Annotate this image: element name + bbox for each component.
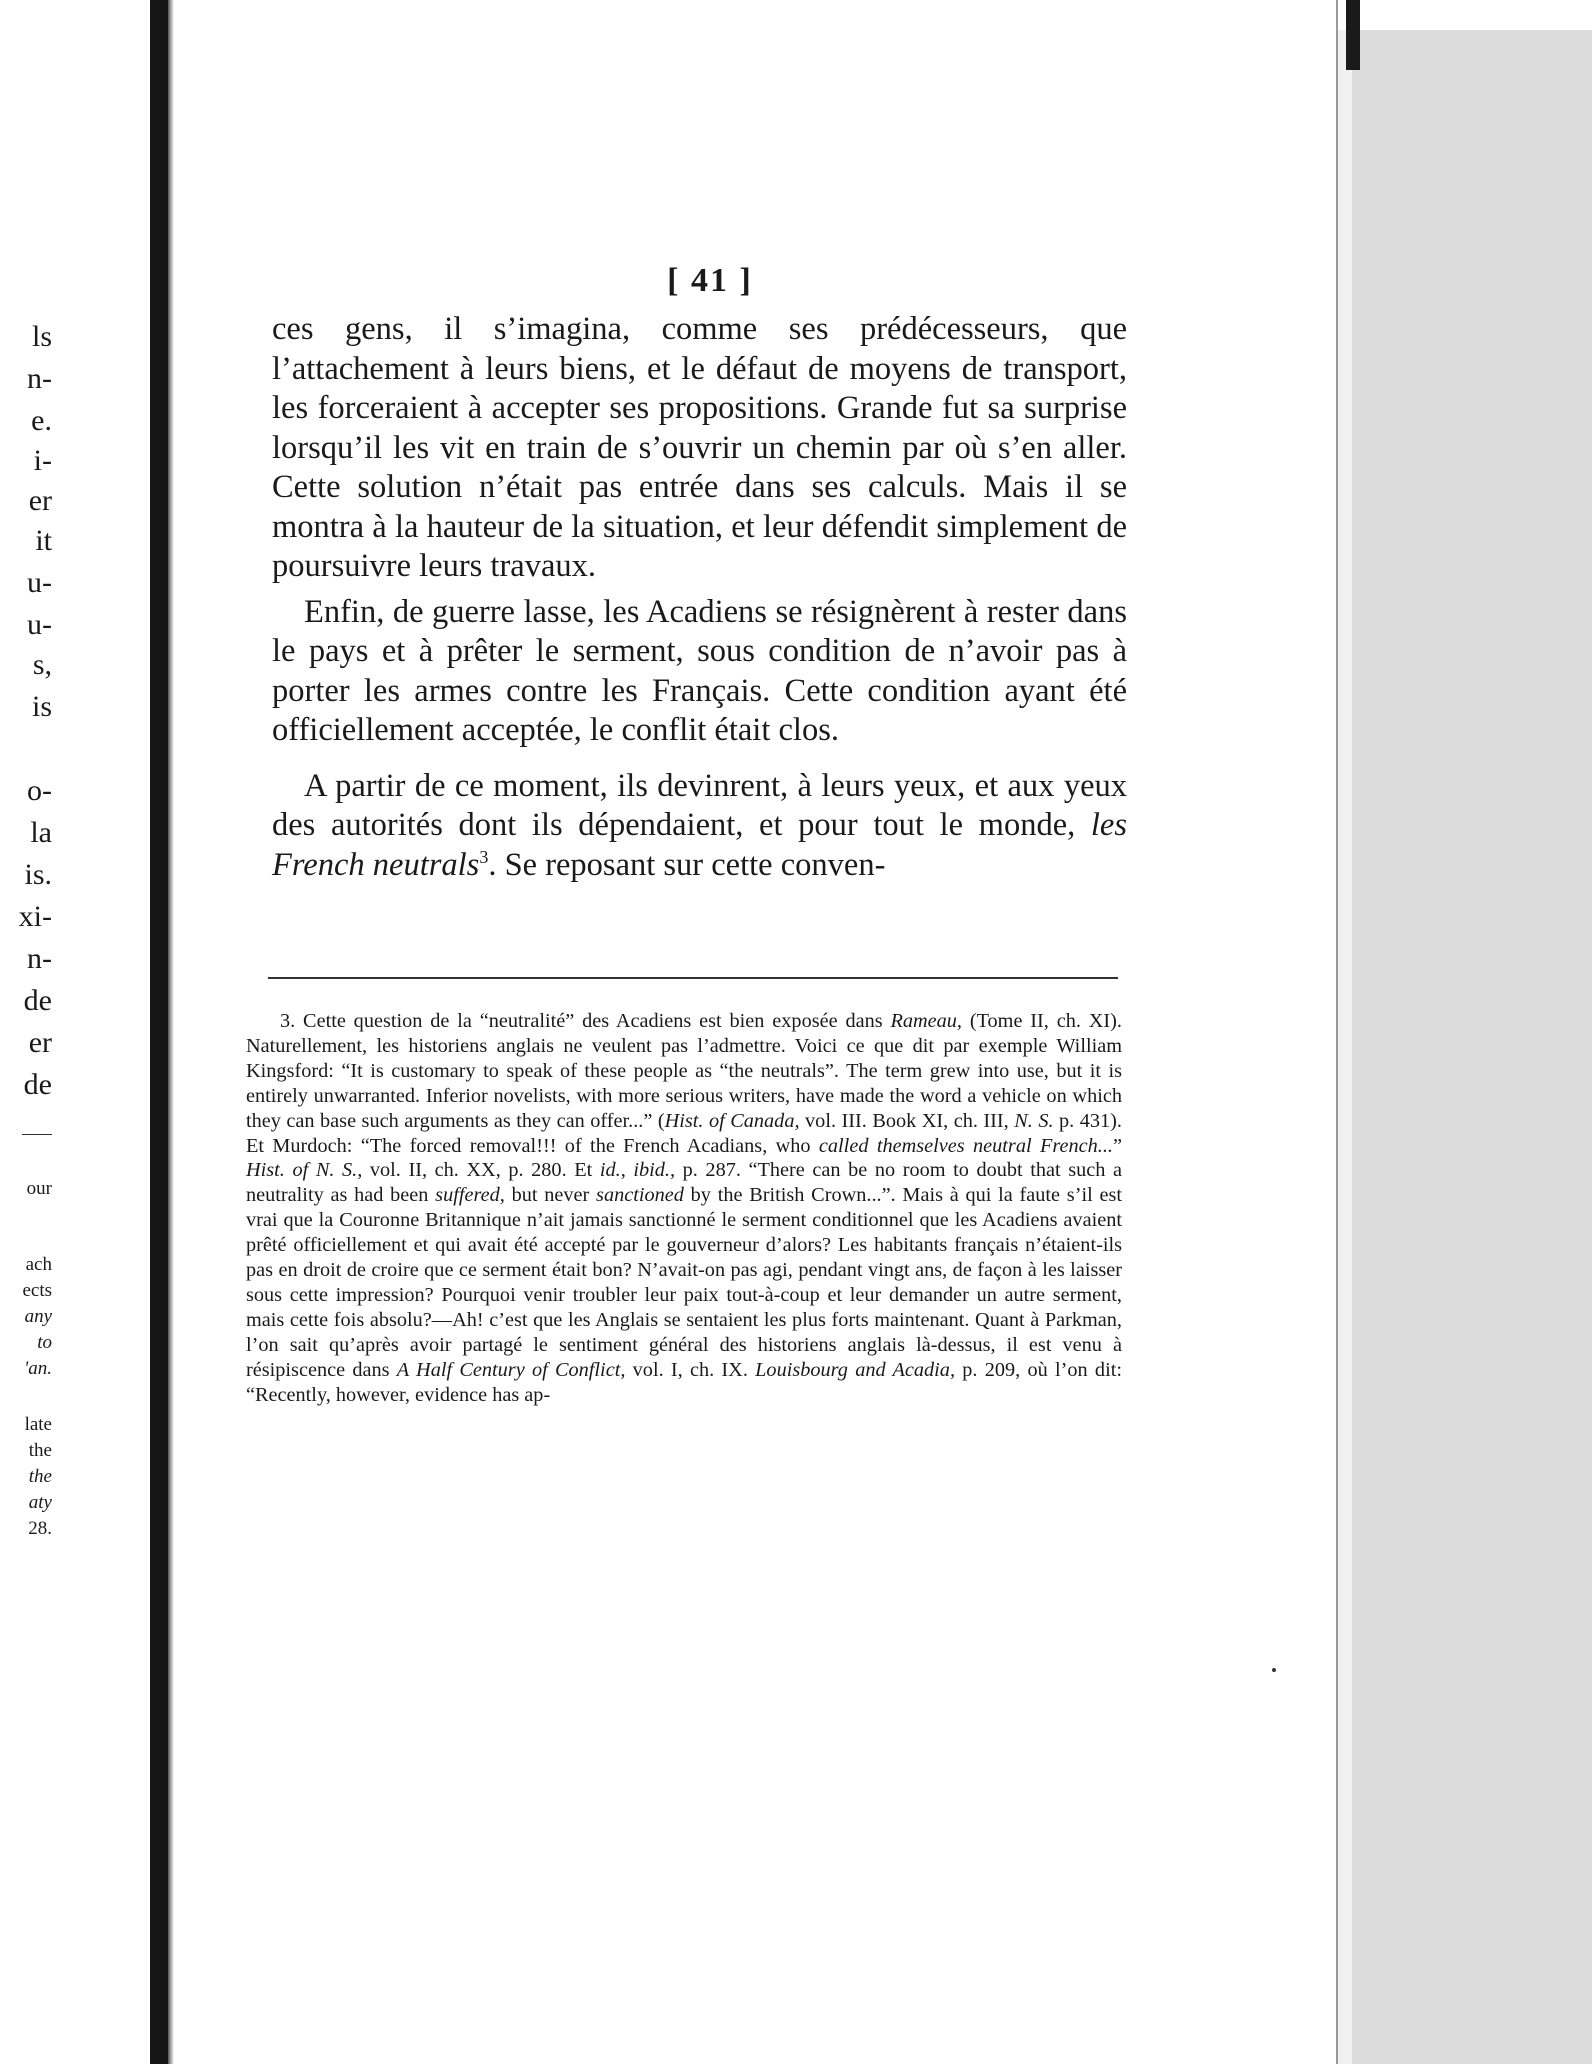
footnote-paragraph	[246, 1009, 1122, 1408]
left-fragment: de	[23, 1070, 52, 1100]
left-fragment: ects	[22, 1280, 52, 1301]
page-right-edge	[1336, 0, 1338, 2064]
page-corner-shadow	[1346, 0, 1360, 70]
left-fragment: er	[28, 486, 52, 516]
left-fragment: la	[30, 818, 52, 848]
left-fragment: ls	[31, 322, 52, 352]
footnote-text: (Tome II, ch. XI). Naturellement, les historiens anglais ne veulent pas l’admettre. Voici ce que dit par exemple William Kingsford: “It is customary to speak of these people as “the neutrals”. The term grew into use, but it is entirely unwarranted. Inferior novelists, with more serious writers, have made the word a vehicle on which they can base such arguments as they can offer...” (	[246, 1010, 1122, 1132]
left-fragment: is.	[24, 860, 52, 890]
left-fragment: xi-	[18, 902, 52, 932]
left-fragment: n-	[27, 944, 52, 974]
footnote-reference: 3	[479, 846, 489, 867]
footnote-text: vol. III. Book XI, ch. III,	[799, 1109, 1015, 1132]
left-fragment: er	[28, 1028, 52, 1058]
left-fragment: s,	[32, 650, 52, 680]
footnote-italic: Rameau,	[890, 1010, 962, 1032]
left-fragment: the	[28, 1440, 52, 1461]
footnote-italic: N. S.	[1014, 1109, 1054, 1132]
footnote-text: by the British Crown...”. Mais à qui la faute s’il est vrai que la Couronne Britannique n’ait jamais sanctionné le serment conditionnel que les Acadiens avaient prêté officiellement et qui avait été accepté par le gouverneur d’alors? Les habitants français n’étaient-ils pas en droit de croire que ce serment était bon? N’avait-on pas agi, pendant vingt ans, de façon à les laisser sous cette impression? Pourquoi venir troubler leur paix tout-à-coup et leur demander un autre serment, mais cette fois absolu?—Ah! c’est que les Anglais se sentaient les plus forts maintenant. Quant à Parkman, l’on sait qu’après avoir partagé le sentiment général des historiens anglais là-dessus, il est venu à résipiscence dans	[246, 1184, 1122, 1381]
footnote-italic: Hist. of N. S.,	[246, 1159, 363, 1182]
left-fragment: e.	[31, 406, 52, 436]
scan-speck	[1272, 1668, 1276, 1672]
footnote-text: p. 287. “There can be no room to doubt that such a neutrality as had been	[246, 1159, 1122, 1207]
left-fragment: is	[31, 692, 52, 722]
footnote-italic: suffered,	[435, 1184, 505, 1207]
body-text	[272, 310, 1127, 885]
left-fragment: i-	[33, 446, 52, 476]
italic-term: les French neutrals	[272, 807, 1127, 883]
left-fragment: u-	[27, 568, 52, 598]
footnote-italic: Hist. of Canada,	[664, 1109, 800, 1132]
footnote-text: ”	[1112, 1134, 1122, 1157]
gutter-shadow	[168, 0, 174, 2064]
scan-backdrop	[1338, 30, 1592, 2064]
paragraph-text: . Se reposant sur cette conven-	[488, 846, 886, 883]
footnote-text: but never	[504, 1184, 597, 1207]
left-fragment: to	[37, 1332, 52, 1353]
footnote-italic: id., ibid.,	[599, 1159, 676, 1182]
left-fragment: late	[24, 1414, 52, 1435]
left-fragment: u-	[27, 610, 52, 640]
footnote-text: 3. Cette question de la “neutralité” des Acadiens est bien exposée dans	[280, 1010, 891, 1032]
left-fragment: 28.	[28, 1518, 52, 1539]
footnote-text: p. 209, où l’on dit: “Recently, however, evidence has ap-	[246, 1358, 1122, 1406]
footnote-italic: called themselves neutral French...	[818, 1134, 1113, 1157]
left-fragment: n-	[27, 364, 52, 394]
left-fragment: our	[26, 1178, 52, 1199]
footnote-text: vol. II, ch. XX, p. 280. Et	[362, 1159, 600, 1182]
page-edge-highlight	[1338, 30, 1352, 2064]
page-number: [ 41 ]	[667, 262, 753, 299]
paragraph	[272, 767, 1127, 886]
footnote-italic: sanctioned	[596, 1184, 684, 1207]
footnote-italic: Louisbourg and Acadia,	[755, 1358, 956, 1381]
footnote-text: vol. I, ch. IX.	[625, 1358, 756, 1381]
footnote	[246, 1009, 1122, 1408]
book-gutter	[150, 0, 168, 2064]
footnote-separator	[268, 977, 1118, 979]
paragraph: Enfin, de guerre lasse, les Acadiens se résignèrent à rester dans le pays et à prêter le serment, sous condition de n’avoir pas à porter les armes contre les Français. Cette condition ayant été officiellement acceptée, le conflit était clos.	[272, 593, 1127, 748]
paragraph: ces gens, il s’imagina, comme ses prédécesseurs, que l’attachement à leurs biens, et le défaut de moyens de transport, les forceraient à accepter ses propositions. Grande fut sa surprise lorsqu’il les vit en train de s’ouvrir un chemin par où s’en aller. Cette solution n’était pas entrée dans ses calculs. Mais il se montra à la hauteur de la situation, et leur défendit simplement de poursuivre leurs travaux.	[272, 311, 1127, 584]
left-fragment: 'an.	[24, 1358, 52, 1379]
paragraph-text: A partir de ce moment, ils devinrent, à leurs yeux, et aux yeux des autorités dont ils dépendaient, et pour tout le monde,	[272, 767, 1127, 843]
footnote-text: p. 431). Et Murdoch: “The forced removal!!! of the French Acadians, who	[246, 1109, 1122, 1157]
backdrop-top	[1360, 0, 1592, 30]
left-fragment: o-	[27, 776, 52, 806]
left-fragment: it	[35, 526, 52, 556]
left-fragment: aty	[28, 1492, 52, 1513]
footnote-italic: A Half Century of Conflict,	[396, 1358, 626, 1381]
left-fragment: any	[24, 1306, 52, 1327]
left-footnote-rule	[22, 1134, 52, 1135]
left-fragment: ach	[25, 1254, 52, 1275]
left-fragment: the	[28, 1466, 52, 1487]
left-fragment: de	[23, 986, 52, 1016]
